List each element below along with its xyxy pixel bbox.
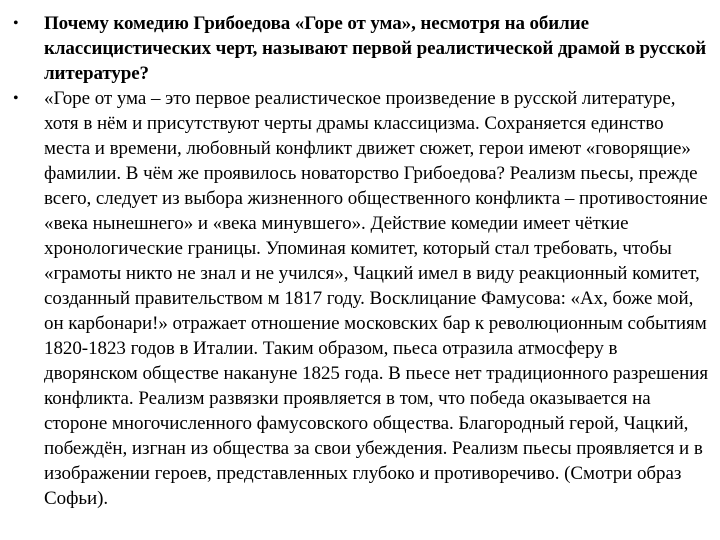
answer-text: «Горе от ума – это первое реалистическое произведение в русской литературе, хотя в нём и присутствуют черты драмы классицизма. Сохраняется единство места и времени, любовный конфликт движет сюжет, герои имеют «говорящие» фамилии. В чём же проявилось новаторство Грибоедова? Реализм пьесы, прежде всего, следует из выбора жизненного общественного конфликта – противостояние «века нынешнего» и «века минувшего». Действие комедии имеет чёткие хронологические границы. Упоминая комитет, который стал требовать, чтобы «грамоты никто не знал и не учился», Чацкий имел в виду реакционный комитет, созданный правительством м 1817 году. Восклицание Фамусова: «Ах, боже мой, он карбонари!» отражает отношение московских бар к революционным событиям 1820-1823 годов в Италии. Таким образом, пьеса отразила атмосферу в дворянском обществе накануне 1825 года. В пьесе нет традиционного разрешения конфликта. Реализм развязки проявляется в том, что победа оказывается на стороне многочисленного фамусовского общества. Благородный герой, Чацкий, побеждён, изгнан из общества за свои убеждения. Реализм пьесы проявляется и в изображении героев, представленных глубоко и противоречиво. (Смотри образ Софьи). [44,88,709,509]
bullet-icon: • [13,15,19,32]
answer-item [13,86,713,511]
question-text: Почему комедию Грибоедова «Горе от ума», несмотря на обилие классицистических черт, называют первой реалистической драмой в русской литературе? [44,13,707,84]
question-item [13,11,713,86]
bullet-icon: • [13,90,19,107]
bullet-list [13,11,713,511]
